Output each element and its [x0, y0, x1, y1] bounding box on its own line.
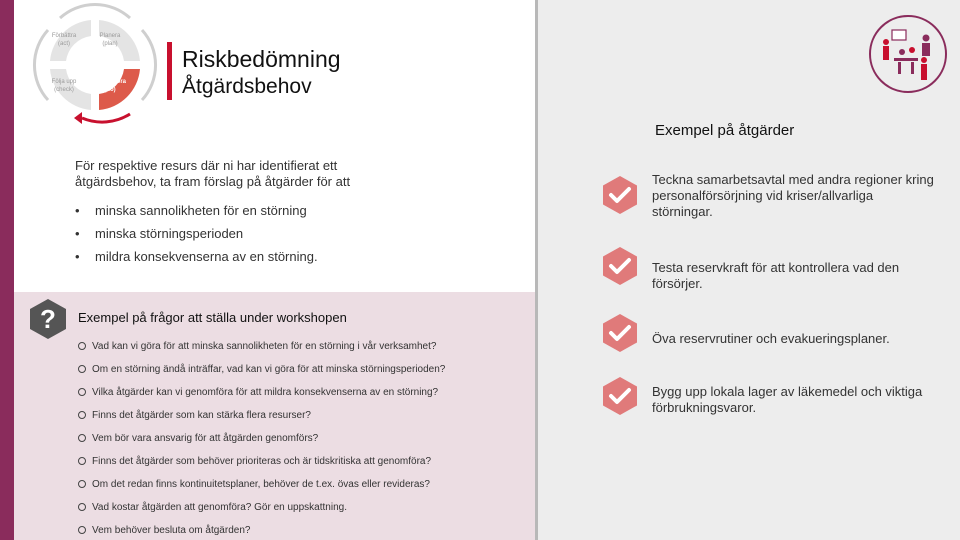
left-accent-strip — [0, 0, 14, 540]
list-item: Vad kostar åtgärden att genomföra? Gör en uppskattning. — [78, 501, 445, 524]
examples-title: Exempel på åtgärder — [655, 122, 795, 139]
bullet-circle-icon — [78, 411, 86, 419]
checkmark-icon — [600, 246, 640, 286]
cycle-label-act: Förbättra (act) — [51, 33, 77, 47]
bullet-circle-icon — [78, 434, 86, 442]
panel-divider — [535, 0, 538, 540]
bullet-circle-icon — [78, 526, 86, 534]
pdca-cycle — [30, 0, 160, 130]
intro-text: För respektive resurs där ni har identifierat ett åtgärdsbehov, ta fram förslag på åtgärder för att — [75, 158, 351, 189]
list-item: Om en störning ändå inträffar, vad kan vi göra för att minska störningsperioden? — [78, 363, 445, 386]
list-item: Finns det åtgärder som behöver prioriteras och är tidskritiska att genomföra? — [78, 455, 445, 478]
cycle-label-check: Följa upp (check) — [51, 79, 77, 93]
bullet-circle-icon — [78, 457, 86, 465]
title-accent-bar — [167, 42, 172, 100]
svg-text:?: ? — [40, 304, 56, 334]
bullet-circle-icon — [78, 365, 86, 373]
bullet-circle-icon — [78, 388, 86, 396]
example-item: Bygg upp lokala lager av läkemedel och viktiga förbrukningsvaror. — [652, 384, 923, 415]
cycle-label-plan: Planera (plan) — [99, 33, 121, 47]
list-item: • mildra konsekvenserna av en störning. — [75, 249, 318, 264]
intro-bullet-list — [75, 203, 318, 272]
bullet-circle-icon — [78, 503, 86, 511]
question-mark-icon — [28, 298, 68, 340]
list-item: Vad kan vi göra för att minska sannolikheten för en störning i vår verksamhet? — [78, 340, 445, 363]
page-title: Riskbedömning — [182, 46, 341, 72]
example-item: Testa reservkraft för att kontrollera vad den försörjer. — [652, 260, 900, 291]
example-item: Teckna samarbetsavtal med andra regioner kring personalförsörjning vid kriser/allvarliga störningar. — [652, 172, 934, 219]
list-item: Vilka åtgärder kan vi genomföra för att mildra konsekvenserna av en störning? — [78, 386, 445, 409]
example-item: Öva reservrutiner och evakueringsplaner. — [652, 331, 890, 346]
page-subtitle: Åtgärdsbehov — [182, 75, 312, 98]
list-item: Vem behöver besluta om åtgärden? — [78, 524, 445, 540]
list-item: • minska sannolikheten för en störning — [75, 203, 307, 218]
list-item: Om det redan finns kontinuitetsplaner, behöver de t.ex. övas eller revideras? — [78, 478, 445, 501]
list-item: • minska störningsperioden — [75, 226, 244, 241]
list-item: Finns det åtgärder som kan stärka flera resurser? — [78, 409, 445, 432]
bullet-circle-icon — [78, 342, 86, 350]
questions-list — [78, 340, 445, 540]
bullet-circle-icon — [78, 480, 86, 488]
workshop-people-icon — [868, 14, 948, 94]
checkmark-icon — [600, 175, 640, 215]
cycle-label-do: Genomföra (do) — [93, 79, 126, 93]
list-item: Vem bör vara ansvarig för att åtgärden genomförs? — [78, 432, 445, 455]
checkmark-icon — [600, 313, 640, 353]
checkmark-icon — [600, 376, 640, 416]
questions-title: Exempel på frågor att ställa under workshopen — [78, 310, 347, 325]
